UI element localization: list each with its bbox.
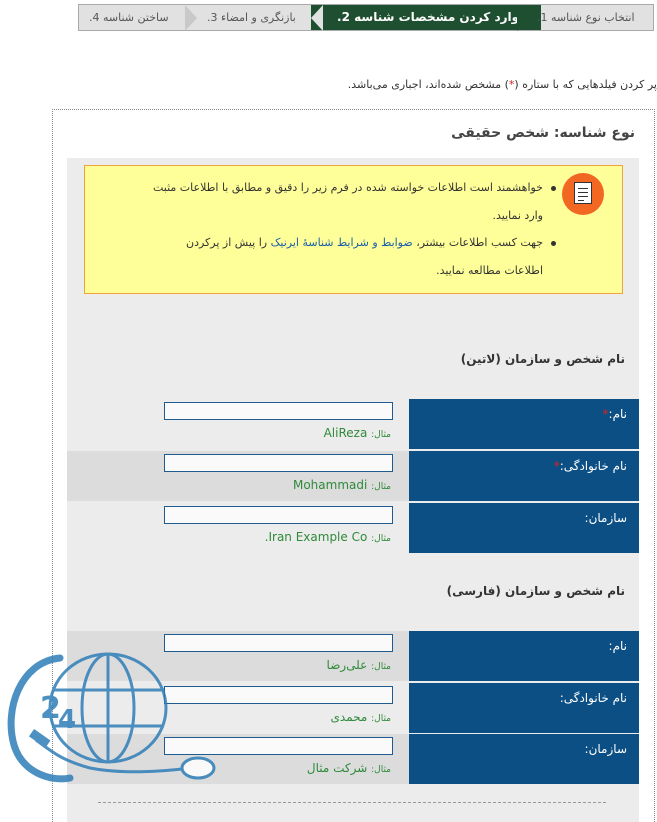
chevron-icon [311, 5, 323, 31]
example-hint [162, 426, 391, 440]
latin-last-name-input[interactable] [164, 454, 393, 472]
field-label [409, 399, 639, 449]
example-hint [162, 478, 391, 492]
field-label [409, 451, 639, 501]
info-item-1 [126, 174, 556, 230]
required-star: * [553, 459, 560, 473]
label-text: سازمان: [584, 742, 627, 756]
step-3-label: بازنگری و امضاء [221, 11, 296, 24]
example-prefix: مثال: [371, 482, 391, 492]
field-label [409, 503, 639, 553]
example-value: شرکت مثال [306, 761, 368, 775]
example-prefix: مثال: [371, 714, 391, 724]
label-text: نام خانوادگی: [559, 691, 627, 705]
field-row-latin-organization [67, 503, 639, 553]
info-item-2 [126, 229, 556, 285]
terms-link[interactable]: ضوابط و شرایط شناسهٔ ایرنیک [270, 236, 413, 249]
section-title-latin: نام شخص و سازمان (لاتین) [460, 352, 625, 366]
step-4-num: 4. [89, 11, 100, 24]
example-value: محمدی [330, 710, 368, 724]
example-value: AliReza [323, 426, 368, 440]
label-text: نام: [608, 407, 627, 421]
label-text: نام خانوادگی: [559, 459, 627, 473]
field-row-latin-last-name [67, 451, 639, 501]
step-4-label: ساختن شناسه [103, 11, 169, 24]
step-3-num: 3. [207, 11, 218, 24]
svg-text:2: 2 [40, 691, 61, 726]
label-text: نام: [608, 639, 627, 653]
info-line-2-before: جهت کسب اطلاعات بیشتر، [416, 236, 543, 249]
step-3 [207, 5, 296, 30]
required-notice [317, 78, 657, 91]
info-line-1: خواهشمند است اطلاعات خواسته شده در فرم زیر را دقیق و مطابق با اطلاعات مثبت [152, 181, 543, 194]
step-2-label: وارد کردن مشخصات شناسه [354, 10, 520, 24]
chevron-icon [517, 5, 529, 31]
required-star: * [508, 78, 515, 91]
section-divider [98, 802, 606, 803]
step-1 [537, 5, 635, 30]
required-star: * [602, 407, 609, 421]
field-label [409, 734, 639, 784]
example-value: Iran Example Co. [264, 530, 368, 544]
notice-before: پر کردن فیلدهایی که با ستاره ( [514, 78, 657, 91]
step-1-label: انتخاب نوع شناسه [551, 11, 635, 24]
info-line-1b: وارد نمایید. [492, 209, 543, 222]
form-title: نوع شناسه: شخص حقیقی [451, 125, 635, 141]
example-prefix: مثال: [371, 765, 391, 775]
latin-organization-input[interactable] [164, 506, 393, 524]
step-4 [89, 5, 169, 30]
step-2-num: 2. [337, 10, 350, 24]
example-value: علی‌رضا [326, 658, 368, 672]
globe-watermark-icon [0, 650, 218, 785]
field-label [409, 683, 639, 733]
example-prefix: مثال: [371, 430, 391, 440]
notice-after: ) مشخص شده‌اند، اجباری می‌باشد. [347, 78, 509, 91]
latin-first-name-input[interactable] [164, 402, 393, 420]
example-prefix: مثال: [371, 662, 391, 672]
field-label [409, 631, 639, 681]
example-prefix: مثال: [371, 534, 391, 544]
label-text: سازمان: [584, 511, 627, 525]
info-box [84, 165, 623, 294]
svg-text:4: 4 [58, 705, 77, 735]
example-value: Mohammadi [292, 478, 368, 492]
example-hint [162, 530, 391, 544]
field-row-latin-first-name [67, 399, 639, 449]
notepad-icon [562, 173, 604, 215]
info-line-2b: اطلاعات مطالعه نمایید. [436, 264, 543, 277]
section-title-farsi: نام شخص و سازمان (فارسی) [446, 584, 625, 598]
step-2-active [311, 5, 541, 30]
step-1-num: 1. [537, 11, 548, 24]
wizard-steps [78, 4, 654, 31]
info-line-2-after: را پیش از پرکردن [186, 236, 268, 249]
chevron-icon [185, 5, 197, 31]
